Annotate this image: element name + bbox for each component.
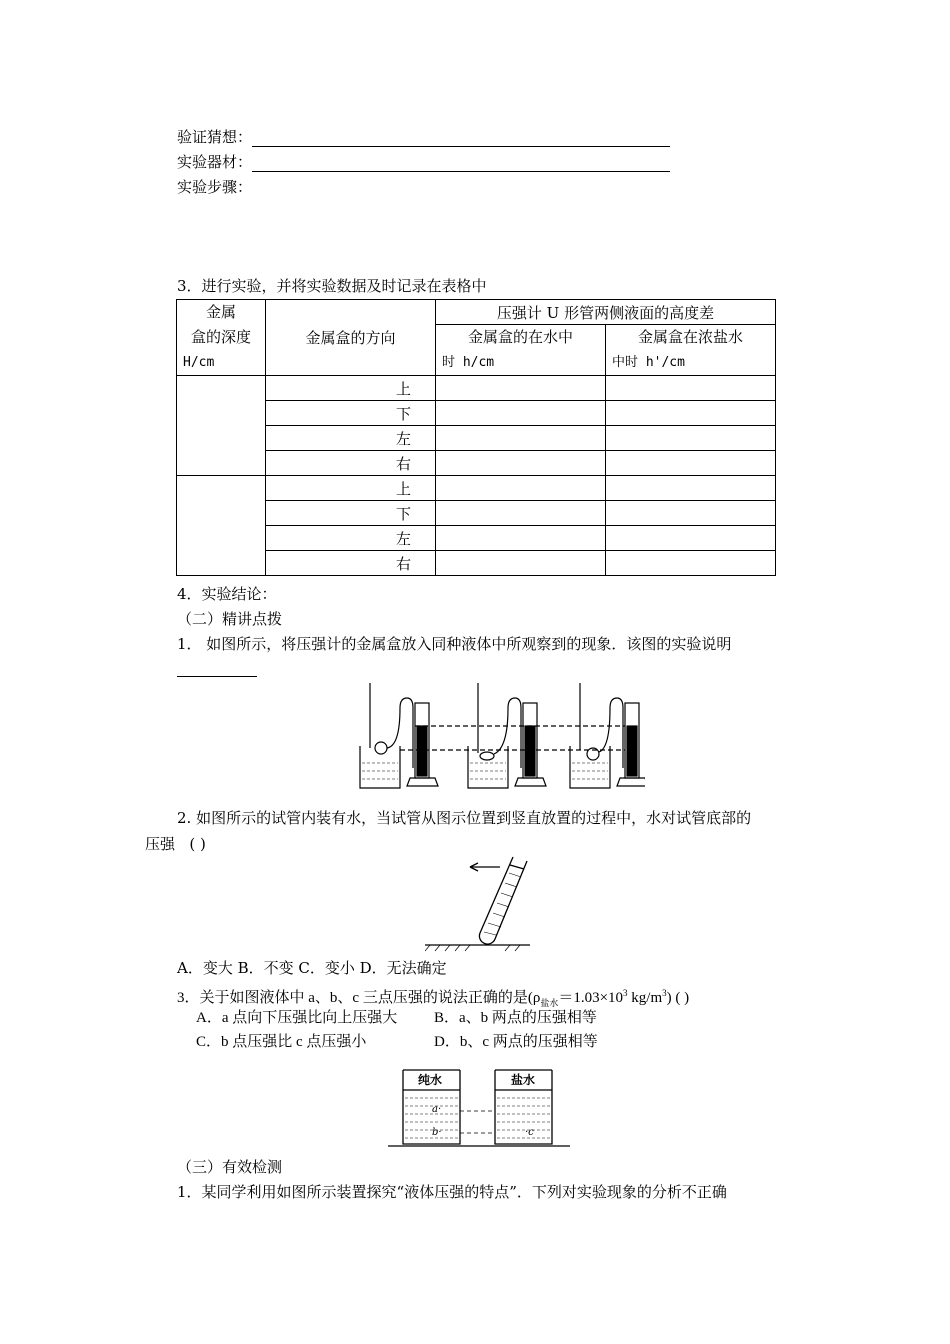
water-cell[interactable]	[436, 376, 606, 401]
beaker-label-right: 盐水	[511, 1073, 536, 1087]
q2-options: A．变大 B．不变 C．变小 D．无法确定	[177, 959, 447, 977]
q3-option-b: B．a、b 两点的压强相等	[434, 1010, 597, 1026]
q2-text-line2	[145, 834, 206, 854]
q1-text: 1． 如图所示，将压强计的金属盒放入同种液体中所观察到的现象．该图的实验说明	[177, 635, 732, 653]
water-cell[interactable]	[436, 476, 606, 501]
water-cell[interactable]	[436, 551, 606, 576]
direction-cell: 右	[266, 451, 436, 476]
water-cell[interactable]	[436, 526, 606, 551]
direction-cell: 上	[266, 476, 436, 501]
depth-cell[interactable]	[177, 476, 266, 576]
depth-header	[177, 300, 266, 376]
pressure-gauge-figure	[355, 678, 645, 793]
water-header-l1: 金属盒的在水中	[467, 328, 573, 346]
materials-blank[interactable]	[252, 157, 670, 172]
brine-cell[interactable]	[606, 426, 776, 451]
point-a-label: a·	[432, 1104, 442, 1115]
steps-label: 实验步骤：	[177, 178, 253, 196]
water-header-l2: 时 h/cm	[442, 355, 495, 370]
q3-prefix: 3．关于如图液体中 a、b、c 三点压强的说法正确的是(ρ	[177, 990, 541, 1006]
depth-header-l1: 金属	[205, 303, 236, 321]
section3-title: 3．进行实验，并将实验数据及时记录在表格中	[177, 277, 487, 295]
guess-blank[interactable]	[252, 132, 670, 147]
q3-unit-exp: 3	[662, 988, 667, 998]
brine-header-l2: 中时 h'/cm	[612, 355, 685, 370]
depth-cell[interactable]	[177, 376, 266, 476]
q3-rho-sub: 盐水	[540, 998, 559, 1008]
beaker-label-left: 纯水	[418, 1073, 443, 1087]
direction-cell: 右	[266, 551, 436, 576]
brine-cell[interactable]	[606, 476, 776, 501]
table-row	[177, 551, 776, 576]
conclusion-label: 4．实验结论：	[177, 585, 277, 603]
water-cell[interactable]	[436, 426, 606, 451]
q2-answer-paren[interactable]: ( )	[189, 835, 206, 853]
direction-cell: 左	[266, 426, 436, 451]
q3-value: ＝1.03×10	[558, 990, 624, 1006]
point-c-label: ·c	[525, 1127, 534, 1138]
yx-q1-text: 1．某同学利用如图所示装置探究“液体压强的特点”．下列对实验现象的分析不正确	[177, 1183, 727, 1201]
direction-cell: 下	[266, 501, 436, 526]
materials-line	[177, 152, 670, 172]
point-b-label: b·	[432, 1127, 442, 1138]
q3-suffix: ) ( )	[666, 990, 690, 1006]
q3-exp: 3	[623, 988, 628, 998]
brine-cell[interactable]	[606, 551, 776, 576]
brine-header-l1: 金属盒在浓盐水	[637, 328, 743, 346]
brine-cell[interactable]	[606, 501, 776, 526]
q2-text-line1: 2. 如图所示的试管内装有水，当试管从图示位置到竖直放置的过程中，水对试管底部的	[177, 809, 752, 827]
q2-text-tail: 压强	[145, 835, 176, 853]
q3-unit: kg/m	[627, 990, 663, 1006]
height-diff-header: 压强计 U 形管两侧液面的高度差	[436, 300, 776, 325]
brine-header	[606, 325, 776, 376]
water-cell[interactable]	[436, 501, 606, 526]
water-cell[interactable]	[436, 451, 606, 476]
jingjiang-title: （二）精讲点拨	[177, 610, 283, 628]
materials-label: 实验器材：	[177, 153, 253, 171]
youxiao-title: （三）有效检测	[177, 1158, 283, 1176]
table-row	[177, 476, 776, 501]
beakers-figure	[388, 1062, 573, 1152]
direction-cell: 左	[266, 526, 436, 551]
test-tube-figure	[425, 853, 535, 953]
brine-cell[interactable]	[606, 376, 776, 401]
direction-cell: 上	[266, 376, 436, 401]
water-header	[436, 325, 606, 376]
depth-header-l3: H/cm	[183, 355, 215, 370]
q3-option-c: C．b 点压强比 c 点压强小	[196, 1034, 367, 1050]
brine-cell[interactable]	[606, 526, 776, 551]
brine-cell[interactable]	[606, 451, 776, 476]
table-row	[177, 451, 776, 476]
brine-cell[interactable]	[606, 401, 776, 426]
experiment-table	[176, 299, 776, 576]
table-row	[177, 501, 776, 526]
q3-option-d: D．b、c 两点的压强相等	[434, 1034, 598, 1050]
table-row	[177, 426, 776, 451]
direction-cell: 下	[266, 401, 436, 426]
q1-answer-blank[interactable]	[177, 657, 257, 677]
q3-option-a: A．a 点向下压强比向上压强大	[196, 1010, 398, 1026]
table-row	[177, 376, 776, 401]
water-cell[interactable]	[436, 401, 606, 426]
table-row	[177, 526, 776, 551]
guess-label: 验证猜想：	[177, 128, 253, 146]
depth-header-l2: 盒的深度	[190, 328, 251, 346]
direction-header: 金属盒的方向	[266, 300, 436, 376]
table-row	[177, 401, 776, 426]
guess-line	[177, 127, 670, 147]
